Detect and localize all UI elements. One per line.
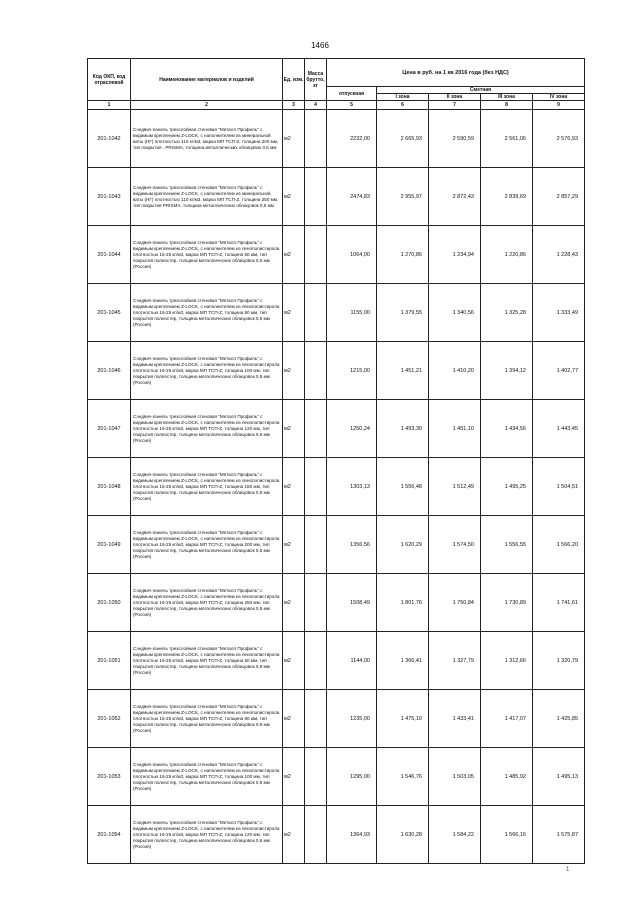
row-unit: м2 <box>283 690 305 748</box>
row-release-price: 1356,56 <box>327 516 377 574</box>
header-price-title: Цена в руб. на 1 кв 2016 года (без НДС) <box>327 59 585 87</box>
row-name: Сэндвич-панель трехслойная стеновая "Металл Профиль" с видимым креплением Z-LOCK, с наполнителем из пенополистирола плотностью 16-25 кг/м3, марка МП ТСП-Z, толщина 200 мм, тип покрытия полиэстер, толщина металлических облицовок 0,5 мм (Россия) <box>131 516 283 574</box>
header-mass: Масса брутто, кг <box>305 59 327 101</box>
row-unit: м2 <box>283 110 305 168</box>
column-number: 6 <box>377 101 429 110</box>
row-code: 201-1044 <box>88 226 131 284</box>
row-zone-1-price: 1 379,55 <box>377 284 429 342</box>
row-code: 201-1043 <box>88 168 131 226</box>
row-release-price: 1295,00 <box>327 748 377 806</box>
table-row <box>88 458 585 516</box>
row-zone-3-price: 1 394,12 <box>481 342 533 400</box>
row-zone-2-price: 1 503,05 <box>429 748 481 806</box>
row-zone-2-price: 1 327,79 <box>429 632 481 690</box>
row-zone-4-price: 1 566,20 <box>533 516 585 574</box>
row-code: 201-1045 <box>88 284 131 342</box>
row-zone-1-price: 1 270,86 <box>377 226 429 284</box>
row-zone-4-price: 2 576,93 <box>533 110 585 168</box>
header-release: отпускная <box>327 87 377 101</box>
column-number: 2 <box>131 101 283 110</box>
column-number: 8 <box>481 101 533 110</box>
row-mass <box>305 690 327 748</box>
table-row <box>88 516 585 574</box>
row-zone-2-price: 2 872,43 <box>429 168 481 226</box>
header-name: Наименование материалов и изделий <box>131 59 283 101</box>
row-zone-4-price: 1 402,77 <box>533 342 585 400</box>
row-name: Сэндвич-панель трехслойная стеновая "Металл Профиль" с видимым креплением Z-LOCK, с наполнителем из минеральной ваты (НГ) плотностью 110 кг/м3, марка МП ТСП-Z, толщина 250 мм, тип покрытия PRISMA, толщина металлических облицовок 0,5 мм <box>131 168 283 226</box>
column-number: 1 <box>88 101 131 110</box>
table-row <box>88 632 585 690</box>
column-number: 5 <box>327 101 377 110</box>
row-zone-1-price: 2 665,93 <box>377 110 429 168</box>
footer-mark: 1 <box>566 867 570 873</box>
header-zone-2: II зона <box>429 94 481 101</box>
row-unit: м2 <box>283 806 305 864</box>
column-number: 4 <box>305 101 327 110</box>
row-mass <box>305 748 327 806</box>
row-release-price: 1144,00 <box>327 632 377 690</box>
row-unit: м2 <box>283 284 305 342</box>
row-zone-1-price: 1 451,21 <box>377 342 429 400</box>
table-row <box>88 748 585 806</box>
row-name: Сэндвич-панель трехслойная стеновая "Металл Профиль" с видимым креплением Z-LOCK, с наполнителем из пенополистирола плотностью 16-25 кг/м3, марка МП ТСП-Z, толщина 120 мм, тип покрытия полиэстер, толщина металлических облицовок 0,6 мм (Россия) <box>131 806 283 864</box>
column-number: 3 <box>283 101 305 110</box>
row-zone-2-price: 1 451,10 <box>429 400 481 458</box>
row-name: Сэндвич-панель трехслойная стеновая "Металл Профиль" с видимым креплением Z-LOCK, с наполнителем из пенополистирола плотностью 16-25 кг/м3, марка МП ТСП-Z, толщина 100 мм, тип покрытия полиэстер, толщина металлических облицовок 0,5 мм (Россия) <box>131 342 283 400</box>
row-name: Сэндвич-панель трехслойная стеновая "Металл Профиль" с видимым креплением Z-LOCK, с наполнителем из пенополистирола плотностью 16-25 кг/м3, марка МП ТСП-Z, толщина 80 мм, тип покрытия полиэстер, толщина металлических облицовок 0,5 мм (Россия) <box>131 284 283 342</box>
row-zone-4-price: 1 333,49 <box>533 284 585 342</box>
row-zone-3-price: 1 312,66 <box>481 632 533 690</box>
table-row <box>88 226 585 284</box>
row-zone-4-price: 2 857,29 <box>533 168 585 226</box>
row-unit: м2 <box>283 632 305 690</box>
row-zone-3-price: 1 556,55 <box>481 516 533 574</box>
row-zone-4-price: 1 504,51 <box>533 458 585 516</box>
row-zone-2-price: 1 234,94 <box>429 226 481 284</box>
row-zone-3-price: 1 434,56 <box>481 400 533 458</box>
column-number: 7 <box>429 101 481 110</box>
row-code: 201-1047 <box>88 400 131 458</box>
row-zone-2-price: 1 410,20 <box>429 342 481 400</box>
row-mass <box>305 458 327 516</box>
row-unit: м2 <box>283 400 305 458</box>
row-zone-3-price: 1 417,07 <box>481 690 533 748</box>
row-code: 201-1054 <box>88 806 131 864</box>
row-zone-3-price: 1 485,92 <box>481 748 533 806</box>
table-row <box>88 806 585 864</box>
row-zone-2-price: 1 433,41 <box>429 690 481 748</box>
row-code: 201-1048 <box>88 458 131 516</box>
row-zone-1-price: 1 475,10 <box>377 690 429 748</box>
row-zone-2-price: 1 584,22 <box>429 806 481 864</box>
row-unit: м2 <box>283 458 305 516</box>
row-zone-4-price: 1 320,79 <box>533 632 585 690</box>
row-name: Сэндвич-панель трехслойная стеновая "Металл Профиль" с видимым креплением Z-LOCK, с наполнителем из пенополистирола плотностью 16-25 кг/м3, марка МП ТСП-Z, толщина 250 мм, тип покрытия полиэстер, толщина металлических облицовок 0,5 мм (Россия) <box>131 574 283 632</box>
row-mass <box>305 110 327 168</box>
row-mass <box>305 574 327 632</box>
table-row <box>88 110 585 168</box>
row-zone-3-price: 1 325,28 <box>481 284 533 342</box>
row-zone-3-price: 2 839,69 <box>481 168 533 226</box>
row-zone-3-price: 1 566,16 <box>481 806 533 864</box>
row-zone-4-price: 1 443,45 <box>533 400 585 458</box>
row-release-price: 2232,00 <box>327 110 377 168</box>
row-name: Сэндвич-панель трехслойная стеновая "Металл Профиль" с видимым креплением Z-LOCK, с наполнителем из пенополистирола плотностью 16-25 кг/м3, марка МП ТСП-Z, толщина 50 мм, тип покрытия полиэстер, толщина металлических облицовок 0,6 мм (Россия) <box>131 632 283 690</box>
header-unit: Ед. изм. <box>283 59 305 101</box>
row-code: 201-1049 <box>88 516 131 574</box>
table-row <box>88 574 585 632</box>
row-mass <box>305 632 327 690</box>
row-zone-2-price: 1 512,49 <box>429 458 481 516</box>
row-unit: м2 <box>283 226 305 284</box>
row-mass <box>305 168 327 226</box>
row-zone-1-price: 1 556,48 <box>377 458 429 516</box>
row-name: Сэндвич-панель трехслойная стеновая "Металл Профиль" с видимым креплением Z-LOCK, с наполнителем из пенополистирола плотностью 16-25 кг/м3, марка МП ТСП-Z, толщина 100 мм, тип покрытия полиэстер, толщина металлических облицовок 0,6 мм (Россия) <box>131 748 283 806</box>
row-code: 201-1046 <box>88 342 131 400</box>
row-zone-2-price: 2 590,59 <box>429 110 481 168</box>
row-unit: м2 <box>283 748 305 806</box>
row-unit: м2 <box>283 516 305 574</box>
row-zone-3-price: 1 495,25 <box>481 458 533 516</box>
row-release-price: 1364,93 <box>327 806 377 864</box>
row-zone-2-price: 1 750,84 <box>429 574 481 632</box>
table-row <box>88 168 585 226</box>
row-zone-2-price: 1 574,50 <box>429 516 481 574</box>
row-mass <box>305 284 327 342</box>
row-zone-1-price: 1 630,28 <box>377 806 429 864</box>
row-zone-1-price: 1 801,76 <box>377 574 429 632</box>
table-row <box>88 690 585 748</box>
row-unit: м2 <box>283 168 305 226</box>
row-zone-3-price: 1 220,86 <box>481 226 533 284</box>
row-release-price: 1250,24 <box>327 400 377 458</box>
row-name: Сэндвич-панель трехслойная стеновая "Металл Профиль" с видимым креплением Z-LOCK, с наполнителем из пенополистирола плотностью 16-25 кг/м3, марка МП ТСП-Z, толщина 150 мм, тип покрытия полиэстер, толщина металлических облицовок 0,5 мм (Россия) <box>131 458 283 516</box>
row-code: 201-1050 <box>88 574 131 632</box>
row-mass <box>305 226 327 284</box>
row-zone-4-price: 1 228,43 <box>533 226 585 284</box>
table-row <box>88 284 585 342</box>
price-table <box>87 58 585 864</box>
header-zone-3: III зона <box>481 94 533 101</box>
header-code: Код ОКП, код отраслевой <box>88 59 131 101</box>
row-zone-4-price: 1 741,61 <box>533 574 585 632</box>
row-name: Сэндвич-панель трехслойная стеновая "Металл Профиль" с видимым креплением Z-LOCK, с наполнителем из пенополистирола плотностью 16-25 кг/м3, марка МП ТСП-Z, толщина 120 мм, тип покрытия полиэстер, толщина металлических облицовок 0,5 мм (Россия) <box>131 400 283 458</box>
header-estimate: Сметная <box>377 87 585 94</box>
row-zone-3-price: 1 730,89 <box>481 574 533 632</box>
row-unit: м2 <box>283 574 305 632</box>
row-mass <box>305 342 327 400</box>
row-zone-1-price: 1 546,76 <box>377 748 429 806</box>
row-zone-4-price: 1 425,85 <box>533 690 585 748</box>
header-zone-1: I зона <box>377 94 429 101</box>
table-row <box>88 400 585 458</box>
row-release-price: 1215,00 <box>327 342 377 400</box>
row-zone-4-price: 1 495,13 <box>533 748 585 806</box>
row-release-price: 1064,00 <box>327 226 377 284</box>
row-mass <box>305 806 327 864</box>
row-release-price: 1303,13 <box>327 458 377 516</box>
row-code: 201-1051 <box>88 632 131 690</box>
row-mass <box>305 516 327 574</box>
column-number: 9 <box>533 101 585 110</box>
column-numbers-row <box>88 101 585 110</box>
row-zone-1-price: 2 955,97 <box>377 168 429 226</box>
page-number: 1466 <box>311 41 329 50</box>
row-unit: м2 <box>283 342 305 400</box>
row-zone-4-price: 1 575,87 <box>533 806 585 864</box>
row-zone-1-price: 1 366,41 <box>377 632 429 690</box>
row-code: 201-1042 <box>88 110 131 168</box>
row-mass <box>305 400 327 458</box>
row-name: Сэндвич-панель трехслойная стеновая "Металл Профиль" с видимым креплением Z-LOCK, с наполнителем из пенополистирола плотностью 16-25 кг/м3, марка МП ТСП-Z, толщина 50 мм, тип покрытия полиэстер, толщина металлических облицовок 0,5 мм (Россия) <box>131 226 283 284</box>
row-zone-3-price: 2 561,06 <box>481 110 533 168</box>
row-code: 201-1053 <box>88 748 131 806</box>
row-zone-2-price: 1 340,56 <box>429 284 481 342</box>
row-release-price: 1508,49 <box>327 574 377 632</box>
row-name: Сэндвич-панель трехслойная стеновая "Металл Профиль" с видимым креплением Z-LOCK, с наполнителем из пенополистирола плотностью 16-25 кг/м3, марка МП ТСП-Z, толщина 80 мм, тип покрытия полиэстер, толщина металлических облицовок 0,6 мм (Россия) <box>131 690 283 748</box>
table-row <box>88 342 585 400</box>
row-name: Сэндвич-панель трехслойная стеновая "Металл Профиль" с видимым креплением Z-LOCK, с наполнителем из минеральной ваты (НГ) плотностью 110 кг/м3, марка МП ТСП-Z, толщина 200 мм, тип покрытия , PRISMA, толщина металлических облицовок 0,5 мм <box>131 110 283 168</box>
row-zone-1-price: 1 620,29 <box>377 516 429 574</box>
row-release-price: 2474,83 <box>327 168 377 226</box>
row-release-price: 1235,00 <box>327 690 377 748</box>
header-zone-4: IV зона <box>533 94 585 101</box>
row-release-price: 1155,00 <box>327 284 377 342</box>
row-code: 201-1052 <box>88 690 131 748</box>
row-zone-1-price: 1 493,30 <box>377 400 429 458</box>
